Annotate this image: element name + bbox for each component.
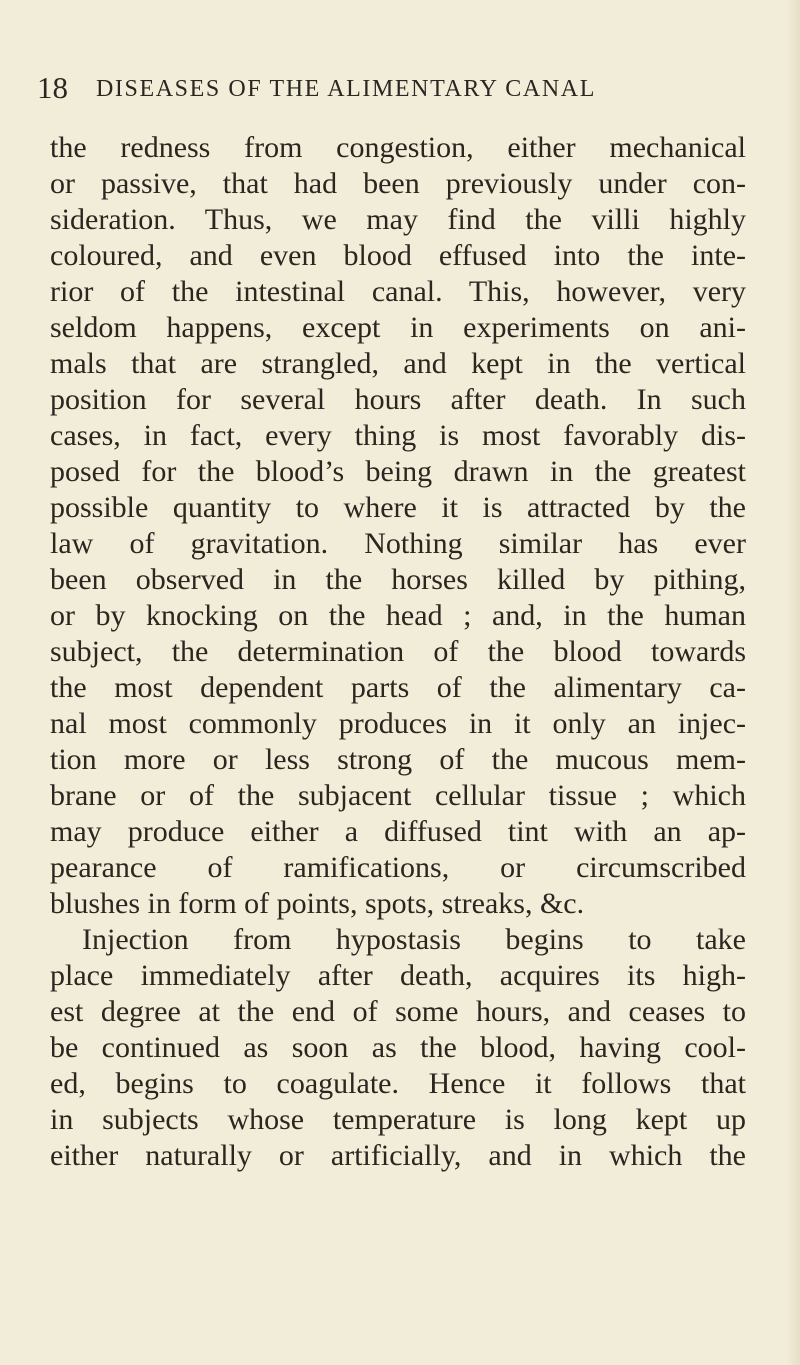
- text-line: brane or of the subjacent cellular tissue ; which: [50, 779, 746, 812]
- text-line: in subjects whose temperature is long kept up: [50, 1103, 746, 1136]
- text-line: be continued as soon as the blood, having cool-: [50, 1031, 746, 1064]
- text-line: nal most commonly produces in it only an injec-: [50, 707, 746, 740]
- text-line: mals that are strangled, and kept in the vertical: [50, 347, 746, 380]
- text-line: been observed in the horses killed by pithing,: [50, 563, 746, 596]
- text-line: sideration. Thus, we may find the villi highly: [50, 203, 746, 236]
- text-line: ed, begins to coagulate. Hence it follows that: [50, 1067, 746, 1100]
- page-edge-shadow: [786, 0, 800, 1365]
- text-line: position for several hours after death. In such: [50, 383, 746, 416]
- text-line: coloured, and even blood effused into the inte-: [50, 239, 746, 272]
- text-line: the redness from congestion, either mechanical: [50, 131, 746, 164]
- text-line: law of gravitation. Nothing similar has ever: [50, 527, 746, 560]
- text-line: tion more or less strong of the mucous mem-: [50, 743, 746, 776]
- text-line: possible quantity to where it is attracted by the: [50, 491, 746, 524]
- text-line-paragraph-start: Injection from hypostasis begins to take: [82, 923, 746, 956]
- page-number: 18: [37, 70, 68, 105]
- text-line: posed for the blood’s being drawn in the greatest: [50, 455, 746, 488]
- text-line: or passive, that had been previously under con-: [50, 167, 746, 200]
- text-line: place immediately after death, acquires its high-: [50, 959, 746, 992]
- text-line: or by knocking on the head ; and, in the human: [50, 599, 746, 632]
- text-line: either naturally or artificially, and in which the: [50, 1139, 746, 1172]
- text-line: the most dependent parts of the alimentary ca-: [50, 671, 746, 704]
- text-line: cases, in fact, every thing is most favorably dis-: [50, 419, 746, 452]
- page-header: [0, 68, 800, 108]
- text-line: blushes in form of points, spots, streaks, &c.: [50, 887, 585, 920]
- text-line: est degree at the end of some hours, and ceases to: [50, 995, 746, 1028]
- text-line: pearance of ramifications, or circumscribed: [50, 851, 746, 884]
- body-text: [50, 130, 746, 1174]
- text-line: may produce either a diffused tint with an ap-: [50, 815, 746, 848]
- text-line: seldom happens, except in experiments on ani-: [50, 311, 746, 344]
- text-line: rior of the intestinal canal. This, however, very: [50, 275, 746, 308]
- running-head: DISEASES OF THE ALIMENTARY CANAL: [96, 76, 596, 102]
- text-line: subject, the determination of the blood towards: [50, 635, 746, 668]
